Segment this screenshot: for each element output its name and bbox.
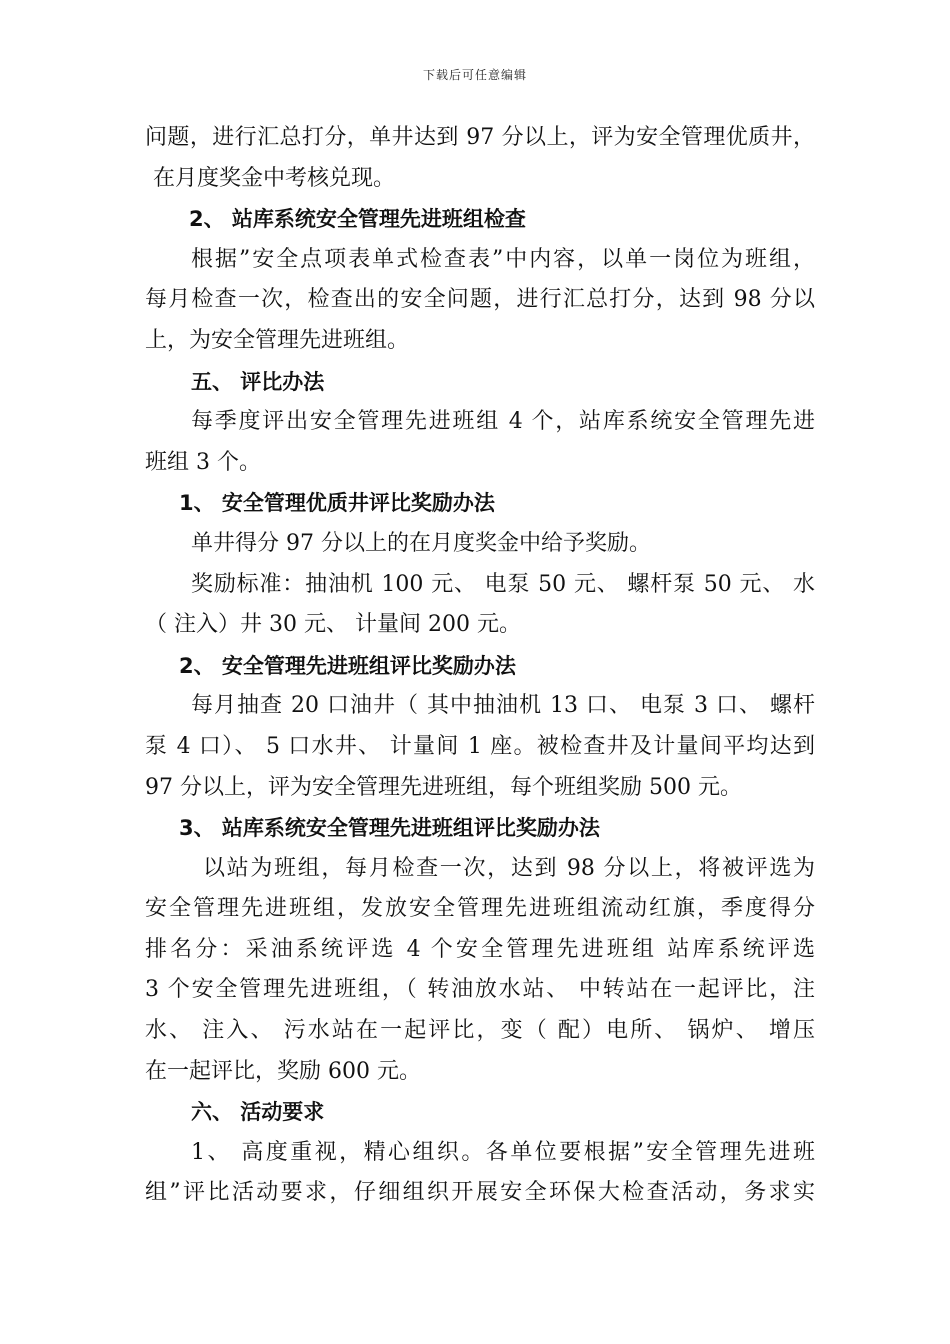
paragraph-line: 每月检查一次，检查出的安全问题，进行汇总打分，达到 98 分以 <box>145 287 815 313</box>
paragraph-line: 奖励标准：抽油机 100 元、 电泵 50 元、 螺杆泵 50 元、 水 <box>191 571 815 597</box>
paragraph-line: （ 注入）井 30 元、 计量间 200 元。 <box>145 612 521 638</box>
paragraph-line: 安全管理先进班组，发放安全管理先进班组流动红旗，季度得分 <box>145 896 815 922</box>
section-heading: 五、 评比办法 <box>191 369 325 394</box>
paragraph-line: 每季度评出安全管理先进班组 4 个，站库系统安全管理先进 <box>191 409 815 435</box>
paragraph-line: 班组 3 个。 <box>145 449 261 475</box>
paragraph-line: 3 个安全管理先进班组，（ 转油放水站、 中转站在一起评比，注 <box>145 977 815 1003</box>
section-heading: 3、 站库系统安全管理先进班组评比奖励办法 <box>179 816 600 841</box>
paragraph-line: 在月度奖金中考核兑现。 <box>153 165 396 191</box>
paragraph-line: 在一起评比，奖励 600 元。 <box>145 1058 421 1084</box>
section-heading: 2、 安全管理先进班组评比奖励办法 <box>179 653 516 678</box>
paragraph-line: 每月抽查 20 口油井（ 其中抽油机 13 口、 电泵 3 口、 螺杆 <box>191 693 815 719</box>
section-heading: 1、 安全管理优质井评比奖励办法 <box>179 491 495 516</box>
paragraph-line: 组”评比活动要求，仔细组织开展安全环保大检查活动，务求实 <box>145 1180 815 1206</box>
section-heading: 2、 站库系统安全管理先进班组检查 <box>189 207 526 232</box>
paragraph-line: 上，为安全管理先进班组。 <box>145 327 410 353</box>
paragraph-line: 泵 4 口）、 5 口水井、 计量间 1 座。被检查井及计量间平均达到 <box>145 733 815 759</box>
paragraph-line: 单井得分 97 分以上的在月度奖金中给予奖励。 <box>191 530 651 556</box>
paragraph-line: 排名分：采油系统评选 4 个安全管理先进班组 站库系统评选 <box>145 936 815 962</box>
paragraph-line: 97 分以上，评为安全管理先进班组，每个班组奖励 500 元。 <box>145 774 742 800</box>
document-body <box>145 118 815 1214</box>
paragraph-line: 问题，进行汇总打分，单井达到 97 分以上，评为安全管理优质井， <box>145 125 815 150</box>
section-heading: 六、 活动要求 <box>191 1100 325 1125</box>
paragraph-line: 1、 高度重视，精心组织。各单位要根据”安全管理先进班 <box>191 1139 815 1165</box>
page-header: 下载后可任意编辑 <box>422 68 527 82</box>
paragraph-line: 以站为班组，每月检查一次，达到 98 分以上，将被评选为 <box>203 855 815 881</box>
paragraph-line: 根据”安全点项表单式检查表”中内容，以单一岗位为班组， <box>191 246 815 272</box>
paragraph-line: 水、 注入、 污水站在一起评比，变（ 配）电所、 锅炉、 增压 <box>145 1018 815 1044</box>
